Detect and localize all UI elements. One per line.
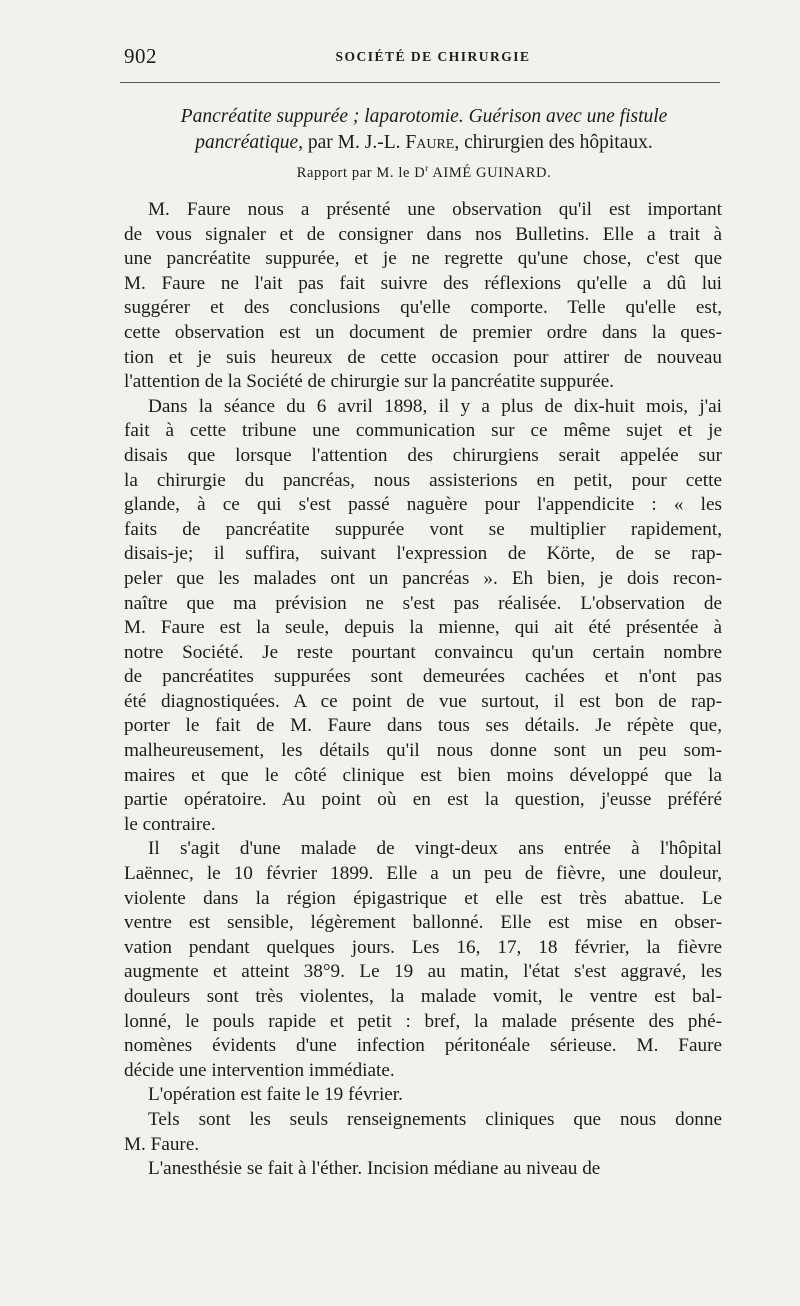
text-line: malheureusement, les détails qu'il nous donne sont un peu som- [124,740,722,762]
text-line: de pancréatites suppurées sont demeurées cachées et n'ont pas [124,666,722,688]
title-line-1: Pancréatite suppurée ; laparotomie. Guérison avec une fistule [180,106,668,127]
text-line: faits de pancréatite suppurée vont se multiplier rapidement, [124,518,722,540]
text-line: suggérer et des conclusions qu'elle comporte. Telle qu'elle est, [124,297,722,319]
author-name: Faure [405,132,455,153]
text-line: ventre est sensible, légèrement ballonné. Elle est mise en obser- [124,912,722,934]
text-line: L'anesthésie se fait à l'éther. Incision médiane au niveau de [148,1158,601,1180]
text-line: la chirurgie du pancréas, nous assisterions en petit, pour cette [124,469,722,491]
page-number: 902 [124,44,157,68]
text-line: nomènes évidents d'une infection péritonéale sérieuse. M. Faure [124,1035,722,1057]
title-italic-word: pancréatique, [195,132,304,153]
text-line: Dans la séance du 6 avril 1898, il y a plus de dix-huit mois, j'ai [148,395,722,417]
text-line: disais-je; il suffira, suivant l'expression de Körte, de se rap- [124,543,722,565]
report-name: AIMÉ GUINARD. [428,164,552,181]
text-line: une pancréatite suppurée, et je ne regrette qu'une chose, c'est que [124,248,722,270]
running-head [124,44,724,72]
title-line-2 [124,130,724,156]
article-title [124,104,724,156]
report-sup: r [425,163,429,173]
text-line: Tels sont les seuls renseignements cliniques que nous donne [148,1108,722,1130]
report-byline [124,163,724,182]
text-line: Il s'agit d'une malade de vingt-deux ans entrée à l'hôpital [148,838,722,860]
running-title: SOCIÉTÉ DE CHIRURGIE [335,49,531,64]
text-line: M. Faure nous a présenté une observation qu'il est important [148,199,722,220]
text-line: le contraire. [124,813,216,835]
text-line: naître que ma prévision ne s'est pas réalisée. L'observation de [124,592,722,614]
text-line: M. Faure. [124,1133,200,1155]
text-line: partie opératoire. Au point où en est la question, j'eusse préféré [124,789,722,811]
text-line: été diagnostiquées. A ce point de vue surtout, il est bon de rap- [124,690,722,712]
text-line: vation pendant quelques jours. Les 16, 17, 18 février, la fièvre [124,936,722,958]
text-line: lonné, le pouls rapide et petit : bref, la malade présente des phé- [124,1010,722,1032]
text-line: porter le fait de M. Faure dans tous ses détails. Je répète que, [124,715,722,737]
text-line: décide une intervention immédiate. [124,1059,395,1081]
text-line: de vous signaler et de consigner dans nos Bulletins. Elle a trait à [124,223,722,245]
author-role: , chirurgien des hôpitaux. [454,132,653,153]
text-line: fait à cette tribune une communication sur ce même sujet et je [124,420,722,442]
text-line: douleurs sont très violentes, la malade vomit, le ventre est bal- [124,986,722,1007]
text-line: glande, à ce qui s'est passé naguère pour l'appendicite : « les [124,494,722,516]
text-line: l'attention de la Société de chirurgie sur la pancréatite suppurée. [124,371,615,393]
header-rule [120,82,720,83]
text-line: cette observation est un document de premier ordre dans la ques- [124,321,722,343]
text-line: tion et je suis heureux de cette occasion pour attirer de nouveau [124,346,722,368]
text-line: L'opération est faite le 19 février. [148,1084,403,1106]
text-line: M. Faure est la seule, depuis la mienne, qui ait été présentée à [124,617,722,639]
text-line: augmente et atteint 38°9. Le 19 au matin, l'état s'est aggravé, les [124,961,722,983]
title-by: par M. J.-L. [303,132,406,153]
text-line: maires et que le côté clinique est bien moins développé que la [124,764,722,786]
text-line: Laënnec, le 10 février 1899. Elle a un peu de fièvre, une douleur, [124,863,722,885]
body-text [124,198,722,1182]
text-line: peler que les malades ont un pancréas ». Eh bien, je dois recon- [124,567,722,589]
text-line: M. Faure ne l'ait pas fait suivre des réflexions qu'elle a dû lui [124,272,722,294]
text-line: notre Société. Je reste pourtant convaincu qu'un certain nombre [124,641,722,663]
text-line: disais que lorsque l'attention des chirurgiens serait appelée sur [124,444,722,466]
text-line: violente dans la région épigastrique et elle est très abattue. Le [124,887,722,909]
report-prefix: Rapport par M. le D [296,164,426,181]
